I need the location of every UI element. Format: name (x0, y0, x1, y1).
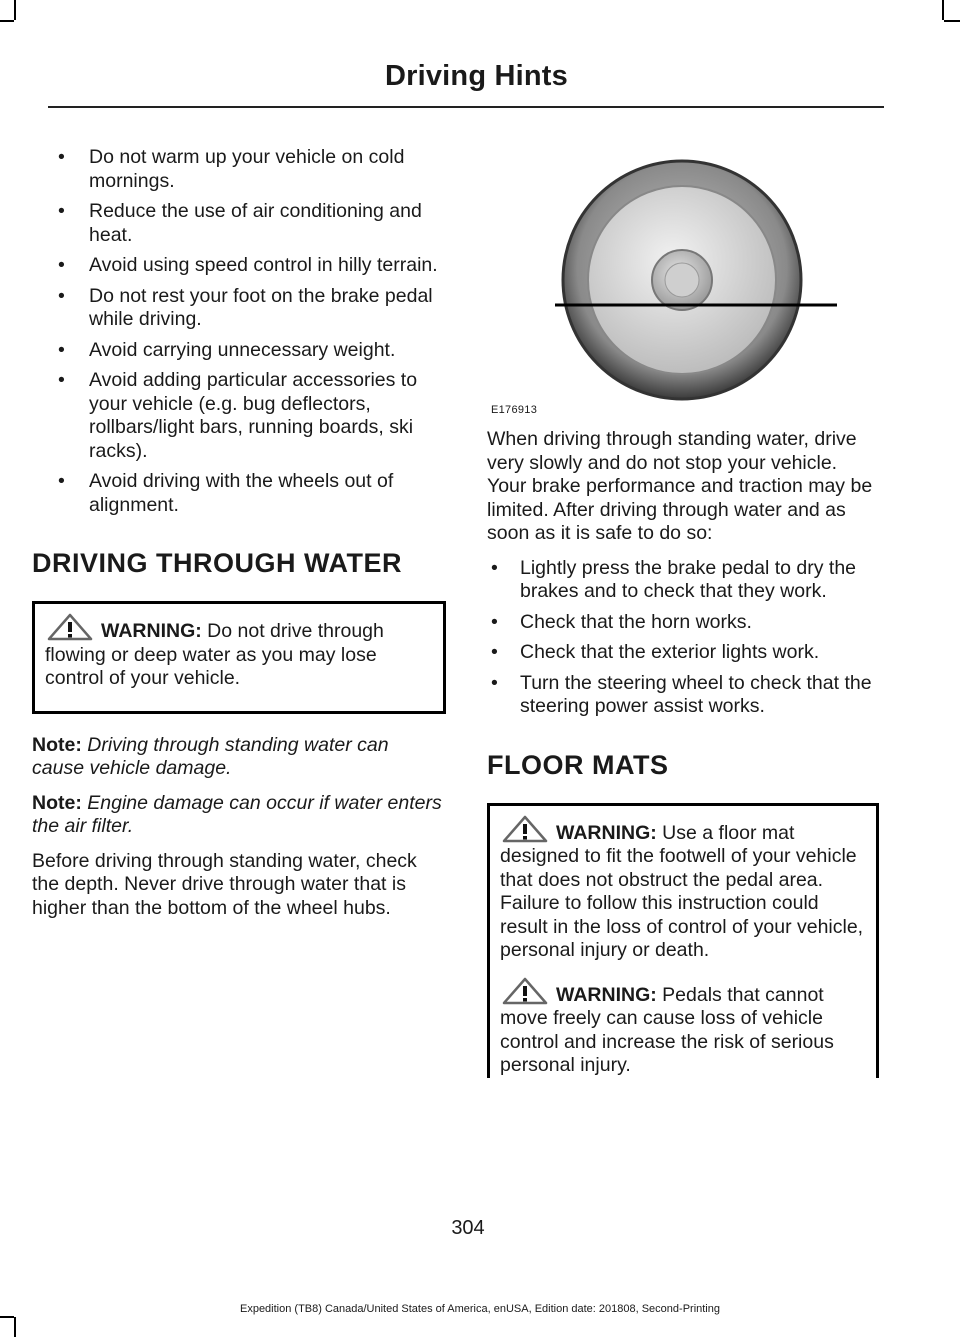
warning-paragraph: WARNING: Use a floor mat designed to fit the footwell of your vehicle that does not obstruct the pedal area. Failure to follow this instruction could result in the loss of control of your vehicle, personal injury or death. (500, 815, 868, 963)
body-paragraph: Before driving through standing water, check the depth. Never drive through water that is higher than the bottom of the wheel hubs. (32, 849, 417, 919)
footer-edition-info: Expedition (TB8) Canada/United States of America, enUSA, Edition date: 201808, Second-Printing (239, 1303, 720, 1315)
left-column (32, 146, 446, 931)
list-item: • Avoid carrying unnecessary weight. (58, 338, 396, 361)
checks-list (487, 557, 879, 719)
header-divider (48, 106, 884, 108)
section-heading: DRIVING THROUGH WATER (32, 548, 402, 578)
page-title: Driving Hints (384, 60, 568, 92)
body-paragraph: When driving through standing water, drive very slowly and do not stop your vehicle. Your brake performance and traction may be limited. After driving through water and as soon as it is safe to do so: (487, 428, 873, 544)
warning-icon (45, 613, 95, 641)
list-item: • Do not warm up your vehicle on cold mornings. (58, 146, 405, 192)
section-heading: FLOOR MATS (487, 749, 669, 780)
wheel-illustration (487, 146, 879, 416)
page-number: 304 (451, 1217, 485, 1239)
crop-mark (0, 20, 14, 22)
tips-list (32, 146, 446, 517)
crop-mark (0, 1316, 14, 1318)
warning-paragraph: WARNING: Pedals that cannot move freely can cause loss of vehicle control and increase the risk of serious personal injury. (500, 977, 868, 1078)
crop-mark (14, 1317, 16, 1337)
note: Note: Engine damage can occur if water enters the air filter. (32, 791, 442, 837)
warning-box (487, 803, 879, 1078)
note: Note: Driving through standing water can cause vehicle damage. (32, 733, 389, 779)
warning-icon (500, 977, 550, 1005)
warning-paragraph: WARNING: Do not drive through flowing or deep water as you may lose control of your vehicle. (45, 613, 435, 691)
crop-mark (944, 20, 960, 22)
list-item: • Turn the steering wheel to check that the steering power assist works. (491, 671, 872, 717)
right-column (487, 146, 879, 1090)
crop-mark (942, 0, 944, 20)
list-item: • Avoid adding particular accessories to your vehicle (e.g. bug deflectors, rollbars/light bars, running boards, ski racks). (58, 369, 418, 462)
wheel-water-illustration (487, 146, 879, 416)
list-item: • Check that the exterior lights work. (491, 641, 820, 663)
warning-icon (500, 815, 550, 843)
list-item: • Avoid driving with the wheels out of alignment. (58, 470, 394, 516)
list-item: • Reduce the use of air conditioning and heat. (58, 200, 422, 246)
warning-box (32, 601, 446, 714)
figure-id: E176913 (491, 404, 538, 416)
crop-mark (14, 0, 16, 20)
list-item: • Check that the horn works. (491, 610, 752, 633)
list-item: • Avoid using speed control in hilly terrain. (58, 254, 438, 276)
list-item: • Lightly press the brake pedal to dry the brakes and to check that they work. (491, 556, 857, 602)
list-item: • Do not rest your foot on the brake pedal while driving. (58, 284, 433, 330)
